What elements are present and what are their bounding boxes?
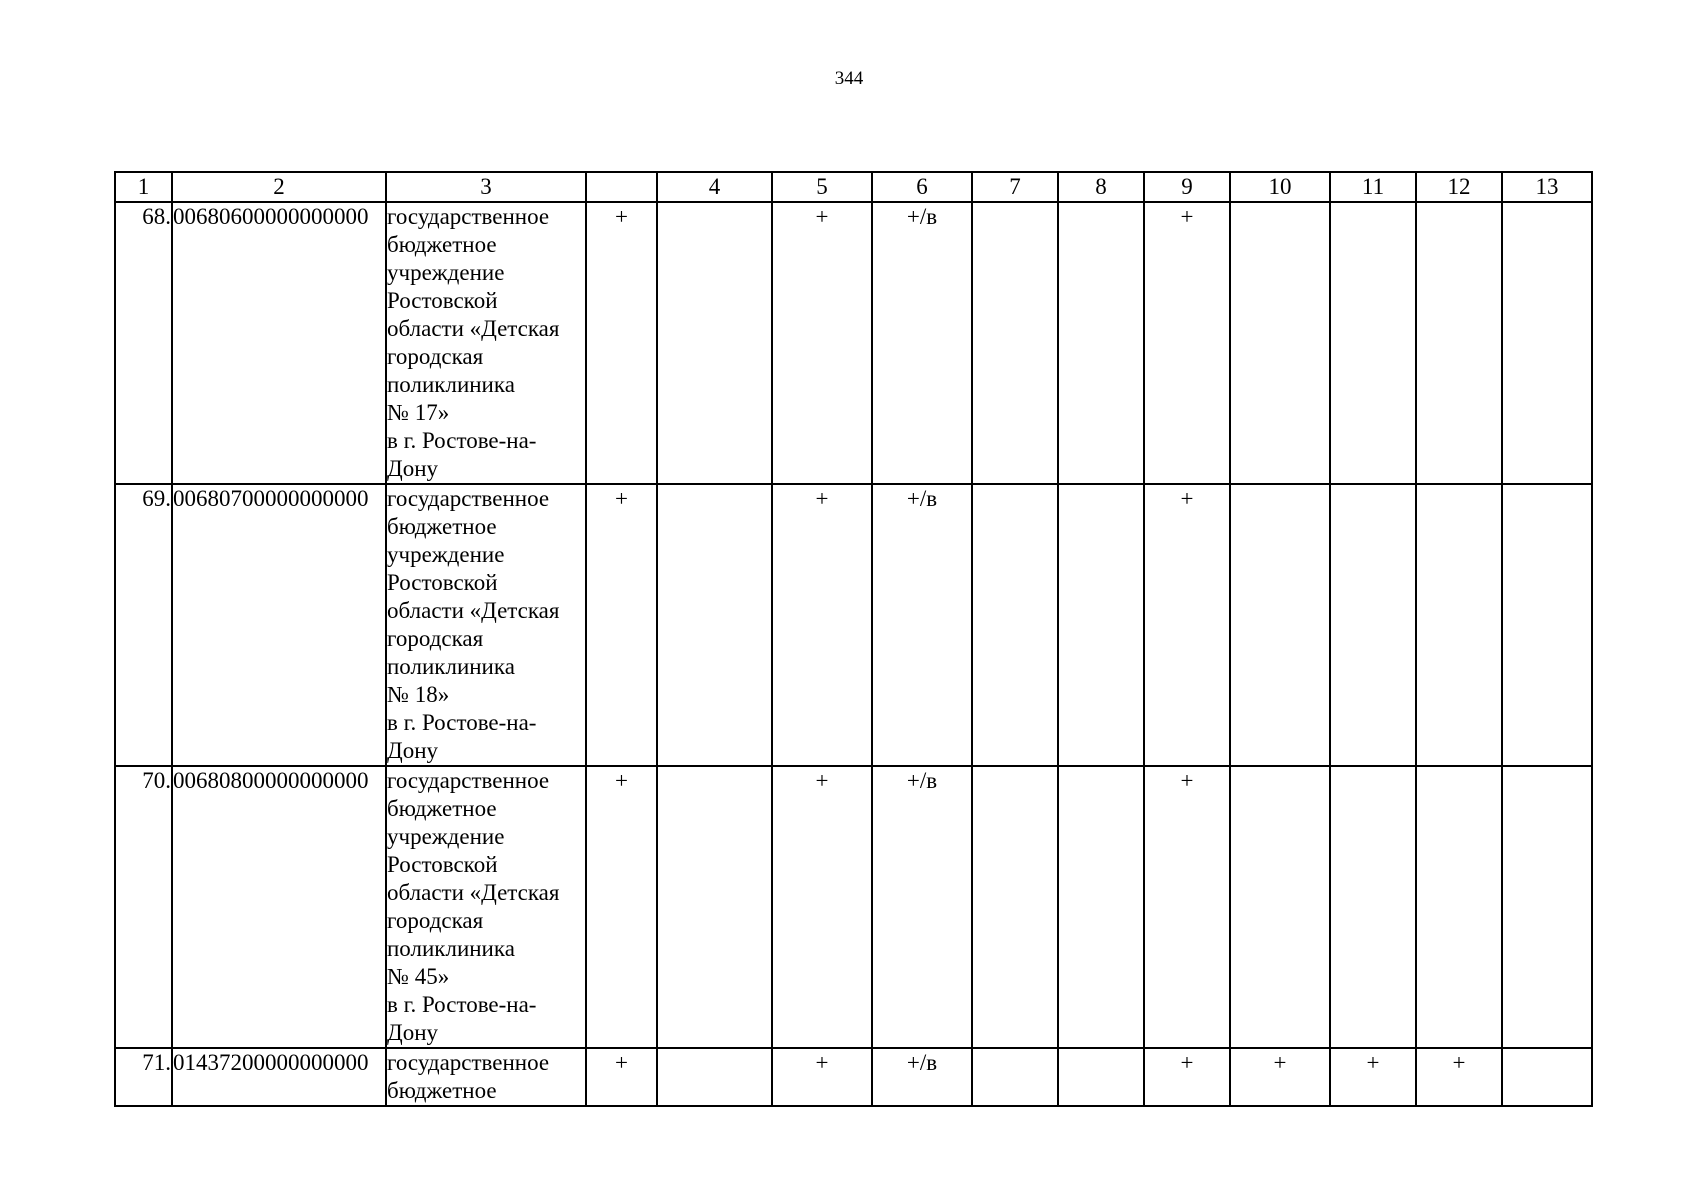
mark-cell — [657, 484, 772, 766]
mark-cell — [1058, 1048, 1144, 1106]
mark-cell: + — [586, 766, 657, 1048]
organization-name-line: в г. Ростове-на- — [387, 992, 537, 1017]
header-cell-5: 5 — [772, 172, 872, 202]
organization-name-line: в г. Ростове-на- — [387, 710, 537, 735]
mark-cell — [1330, 202, 1416, 484]
organization-code: 01437200000000000 — [172, 1048, 386, 1106]
mark-cell: + — [772, 202, 872, 484]
mark-cell — [1230, 484, 1330, 766]
mark-cell: + — [586, 484, 657, 766]
header-cell-10: 10 — [1230, 172, 1330, 202]
row-number: 71. — [115, 1048, 172, 1106]
header-cell-7: 7 — [972, 172, 1058, 202]
organization-name-line: государственное — [387, 768, 550, 793]
organization-name — [386, 766, 586, 1048]
organization-name-line: бюджетное — [387, 514, 497, 539]
mark-cell — [1416, 484, 1502, 766]
mark-cell — [1230, 202, 1330, 484]
mark-cell — [1058, 484, 1144, 766]
organization-name-line: городская — [387, 344, 484, 369]
header-cell-9: 9 — [1144, 172, 1230, 202]
mark-cell — [657, 1048, 772, 1106]
mark-cell: + — [1144, 202, 1230, 484]
header-cell-13: 13 — [1502, 172, 1592, 202]
mark-cell: +/в — [872, 766, 972, 1048]
organization-name-line: поликлиника — [387, 936, 515, 961]
organization-name-line: Ростовской — [387, 570, 498, 595]
mark-cell — [657, 202, 772, 484]
organization-name-line: учреждение — [387, 260, 505, 285]
table-row — [115, 202, 1592, 484]
organization-name-line: Дону — [387, 456, 438, 481]
table-body — [115, 202, 1592, 1106]
page-number: 344 — [834, 68, 864, 89]
header-cell-1: 1 — [115, 172, 172, 202]
mark-cell — [972, 766, 1058, 1048]
organization-name-line: бюджетное — [387, 1078, 497, 1103]
organization-name-line: № 18» — [387, 682, 450, 707]
organization-name — [386, 484, 586, 766]
organization-name-line: поликлиника — [387, 654, 515, 679]
mark-cell — [972, 202, 1058, 484]
table-row — [115, 766, 1592, 1048]
registry-table — [114, 171, 1593, 1107]
mark-cell: + — [586, 202, 657, 484]
organization-code: 00680700000000000 — [172, 484, 386, 766]
organization-name-line: учреждение — [387, 542, 505, 567]
table-row — [115, 484, 1592, 766]
organization-name-line: бюджетное — [387, 796, 497, 821]
row-number: 68. — [115, 202, 172, 484]
organization-name-line: № 17» — [387, 400, 450, 425]
mark-cell: + — [1144, 1048, 1230, 1106]
header-cell-11: 11 — [1330, 172, 1416, 202]
mark-cell — [1330, 484, 1416, 766]
mark-cell — [1416, 202, 1502, 484]
mark-cell: +/в — [872, 202, 972, 484]
mark-cell — [972, 484, 1058, 766]
mark-cell — [1416, 766, 1502, 1048]
mark-cell — [1330, 766, 1416, 1048]
mark-cell: +/в — [872, 1048, 972, 1106]
mark-cell — [1230, 766, 1330, 1048]
mark-cell — [1058, 202, 1144, 484]
organization-name-line: городская — [387, 626, 484, 651]
table-header — [115, 172, 1592, 202]
organization-name-line: области «Детская — [387, 316, 560, 341]
mark-cell: + — [772, 766, 872, 1048]
organization-name — [386, 1048, 586, 1106]
organization-name-line: бюджетное — [387, 232, 497, 257]
organization-name-line: Дону — [387, 738, 438, 763]
mark-cell: + — [1330, 1048, 1416, 1106]
mark-cell — [1502, 484, 1592, 766]
header-row — [115, 172, 1592, 202]
header-cell-unnumbered — [586, 172, 657, 202]
mark-cell — [1502, 1048, 1592, 1106]
mark-cell: + — [586, 1048, 657, 1106]
mark-cell: + — [1144, 766, 1230, 1048]
organization-name-line: государственное — [387, 204, 550, 229]
organization-name-line: поликлиника — [387, 372, 515, 397]
header-cell-8: 8 — [1058, 172, 1144, 202]
header-cell-3: 3 — [386, 172, 586, 202]
row-number: 70. — [115, 766, 172, 1048]
mark-cell: + — [1230, 1048, 1330, 1106]
mark-cell — [1502, 202, 1592, 484]
mark-cell: + — [1144, 484, 1230, 766]
mark-cell: + — [1416, 1048, 1502, 1106]
header-cell-4: 4 — [657, 172, 772, 202]
organization-name — [386, 202, 586, 484]
mark-cell — [972, 1048, 1058, 1106]
organization-name-line: области «Детская — [387, 880, 560, 905]
organization-name-line: государственное — [387, 486, 550, 511]
mark-cell: +/в — [872, 484, 972, 766]
organization-name-line: учреждение — [387, 824, 505, 849]
organization-name-line: области «Детская — [387, 598, 560, 623]
header-cell-2: 2 — [172, 172, 386, 202]
organization-name-line: городская — [387, 908, 484, 933]
organization-name-line: Ростовской — [387, 852, 498, 877]
organization-name-line: Ростовской — [387, 288, 498, 313]
mark-cell: + — [772, 1048, 872, 1106]
organization-name-line: № 45» — [387, 964, 450, 989]
mark-cell — [657, 766, 772, 1048]
organization-name-line: государственное — [387, 1050, 550, 1075]
header-cell-6: 6 — [872, 172, 972, 202]
mark-cell — [1058, 766, 1144, 1048]
table-row — [115, 1048, 1592, 1106]
organization-name-line: Дону — [387, 1020, 438, 1045]
mark-cell — [1502, 766, 1592, 1048]
mark-cell: + — [772, 484, 872, 766]
row-number: 69. — [115, 484, 172, 766]
organization-code: 00680600000000000 — [172, 202, 386, 484]
organization-name-line: в г. Ростове-на- — [387, 428, 537, 453]
organization-code: 00680800000000000 — [172, 766, 386, 1048]
header-cell-12: 12 — [1416, 172, 1502, 202]
